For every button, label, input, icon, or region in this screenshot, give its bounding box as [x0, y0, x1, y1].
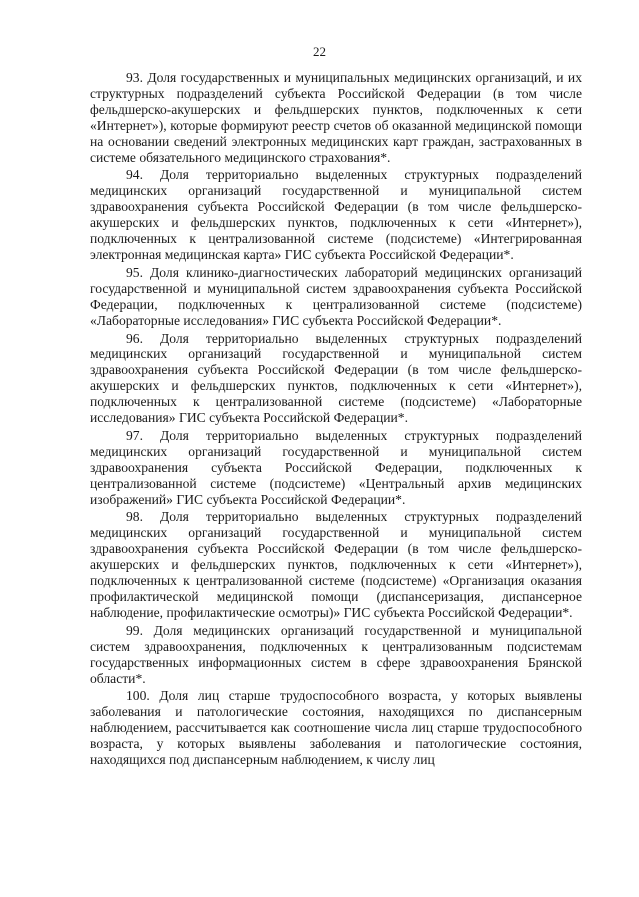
document-body	[90, 70, 582, 770]
paragraph-99: 99. Доля медицинских организаций государственной и муниципальной систем здравоохранения, подключенных к централизованным подсистемам государственных информационных систем в сфере здравоохранения Брянской области*.	[90, 622, 582, 686]
paragraph-95: 95. Доля клинико-диагностических лабораторий медицинских организаций государственной и муниципальной систем здравоохранения субъекта Российской Федерации, подключенных к централизованной системе (подсистеме) «Лабораторные исследования» ГИС субъекта Российской Федерации*.	[90, 264, 582, 328]
paragraph-98: 98. Доля территориально выделенных структурных подразделений медицинских организаций государственной и муниципальной систем здравоохранения субъекта Российской Федерации (в том числе фельдшерско-акушерских и фельдшерских пунктов, подключенных к сети «Интернет»), подключенных к централизованной системе (подсистеме) «Организация оказания профилактической медицинской помощи (диспансеризация, диспансерное наблюдение, профилактические осмотры)» ГИС субъекта Российской Федерации*.	[90, 509, 582, 620]
paragraph-96: 96. Доля территориально выделенных структурных подразделений медицинских организаций государственной и муниципальной систем здравоохранения субъекта Российской Федерации (в том числе фельдшерско-акушерских и фельдшерских пунктов, подключенных к сети «Интернет»), подключенных к централизованной системе (подсистеме) «Лабораторные исследования» ГИС субъекта Российской Федерации*.	[90, 330, 582, 426]
paragraph-100: 100. Доля лиц старше трудоспособного возраста, у которых выявлены заболевания и патологические состояния, находящихся по диспансерным наблюдением, рассчитывается как соотношение числа лиц старше трудоспособного возраста, у которых выявлены заболевания и патологические состояния, находящихся под диспансерным наблюдением, к числу лиц	[90, 688, 582, 768]
paragraph-93: 93. Доля государственных и муниципальных медицинских организаций, и их структурных подразделений субъекта Российской Федерации (в том числе фельдшерско-акушерских и фельдшерских пунктов, подключенных к сети «Интернет»), которые формируют реестр счетов об оказанной медицинской помощи на основании сведений электронных медицинских карт граждан, застрахованных в системе обязательного медицинского страхования*.	[90, 70, 582, 165]
page-number: 22	[313, 44, 326, 59]
paragraph-97: 97. Доля территориально выделенных структурных подразделений медицинских организаций государственной и муниципальной систем здравоохранения субъекта Российской Федерации, подключенных к централизованной системе (подсистеме) «Центральный архив медицинских изображений» ГИС субъекта Российской Федерации*.	[90, 427, 582, 507]
paragraph-94: 94. Доля территориально выделенных структурных подразделений медицинских организаций государственной и муниципальной систем здравоохранения субъекта Российской Федерации (в том числе фельдшерско-акушерских и фельдшерских пунктов, подключенных к сети «Интернет»), подключенных к централизованной системе (подсистеме) «Интегрированная электронная медицинская карта» ГИС субъекта Российской Федерации*.	[90, 167, 582, 262]
